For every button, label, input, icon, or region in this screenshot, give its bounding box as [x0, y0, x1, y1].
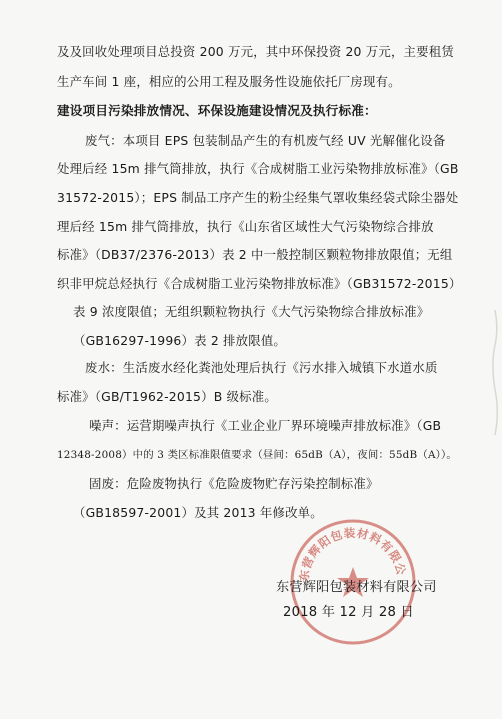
paragraph-line: 及及回收处理项目总投资 200 万元，其中环保投资 20 万元，主要租赁: [57, 44, 454, 59]
paragraph-line: （GB18597-2001）及其 2013 年修改单。: [73, 505, 323, 520]
paragraph-line: 织非甲烷总烃执行《合成树脂工业污染物排放标准》（GB31572-2015）: [57, 276, 462, 291]
paragraph-line: 废水：生活废水经化粪池处理后执行《污水排入城镇下水道水质: [85, 360, 438, 375]
svg-text:东营辉阳包装材料有限公司: 东营辉阳包装材料有限公: [296, 525, 409, 583]
paragraph-line: 生产车间 1 座，相应的公用工程及服务性设施依托厂房现有。: [57, 74, 401, 89]
paragraph-line: 31572-2015）；EPS 制品工序产生的粉尘经集气罩收集经袋式除尘器处: [57, 190, 459, 205]
paragraph-line: 标准》（GB/T1962-2015）B 级标准。: [57, 389, 277, 404]
scan-edge-mark: [489, 300, 502, 440]
paragraph-line: 固废：危险废物执行《危险废物贮存污染控制标准》: [89, 476, 379, 491]
paragraph-line: 标准》（DB37/2376-2013）表 2 中一般控制区颗粒物排放限值；无组: [57, 247, 453, 262]
paragraph-line: 理后经 15m 排气筒排放，执行《山东省区域性大气污染物综合排放: [57, 219, 434, 234]
section-heading: 建设项目污染排放情况、环保设施建设情况及执行标准：: [57, 103, 377, 118]
paragraph-line: 处理后经 15m 排气筒排放，执行《合成树脂工业污染物排放标准》（GB: [57, 161, 459, 176]
company-name: 东营辉阳包装材料有限公司: [276, 580, 437, 595]
paragraph-line: （GB16297-1996）表 2 排放限值。: [73, 333, 287, 348]
signature-date: 2018 年 12 月 28 日: [283, 605, 414, 620]
paragraph-line: 噪声：运营期噪声执行《工业企业厂界环境噪声排放标准》（GB: [89, 418, 442, 433]
paragraph-line: 表 9 浓度限值；无组织颗粒物执行《大气污染物综合排放标准》: [73, 304, 430, 319]
paragraph-line: 废气：本项目 EPS 包装制品产生的有机废气经 UV 光解催化设备: [85, 133, 446, 148]
paragraph-line: 12348-2008）中的 3 类区标准限值要求（昼间：65dB（A），夜间：55dB（A））。: [57, 449, 458, 461]
